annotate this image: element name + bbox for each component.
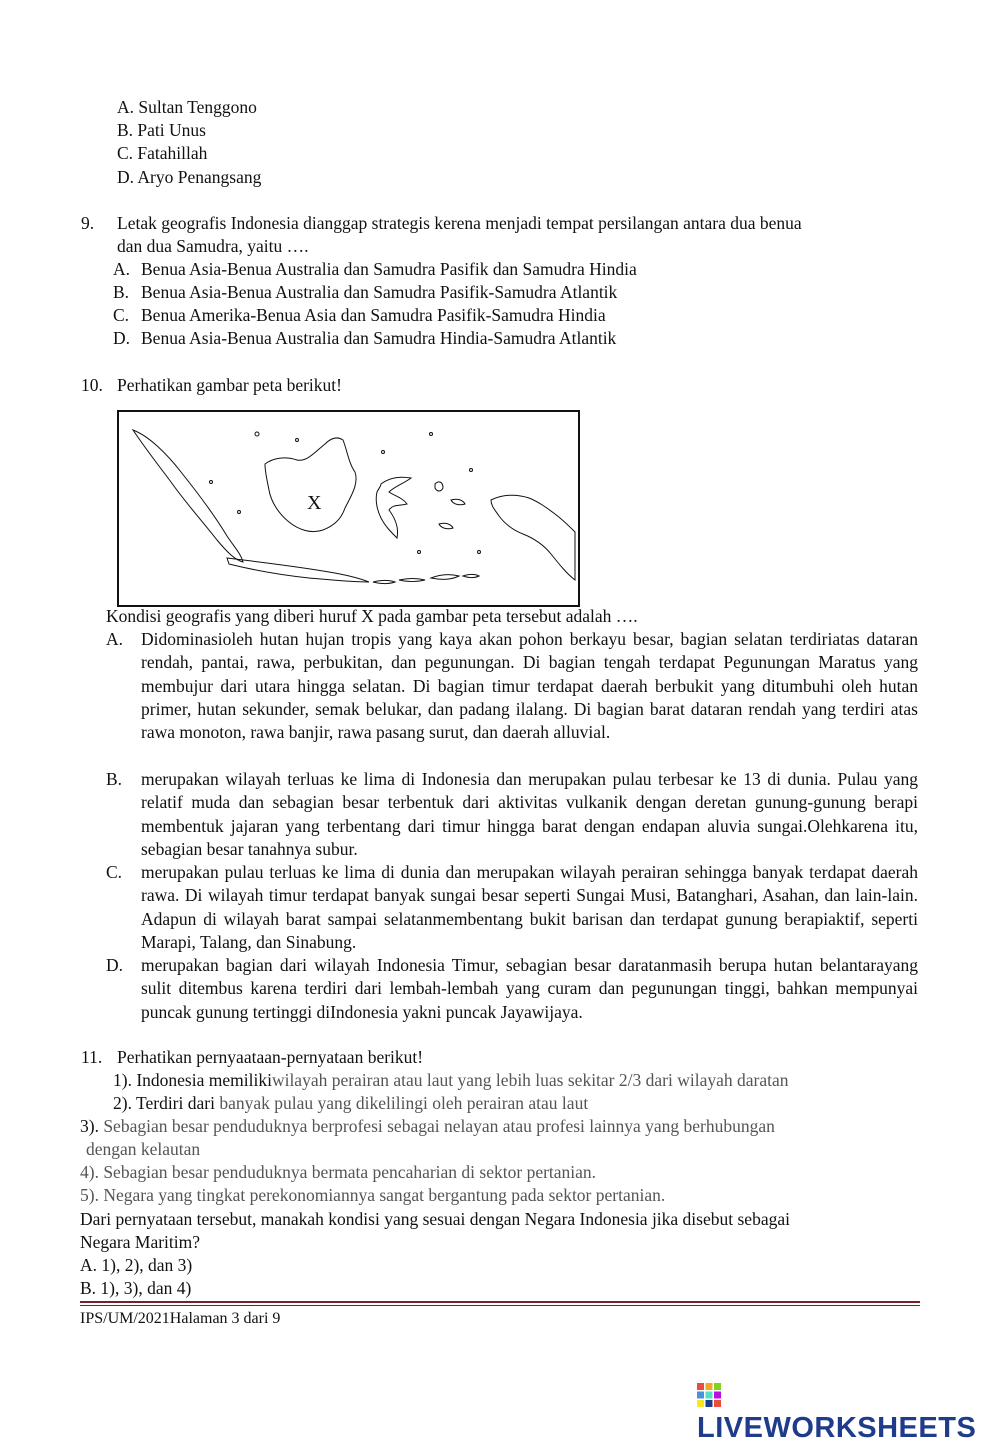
q11-statement-3-continuation: dengan kelautan <box>86 1139 201 1159</box>
q8-option-c: C. Fatahillah <box>117 143 208 163</box>
q9-stem-line2: dan dua Samudra, yaitu …. <box>117 236 309 256</box>
q9-option-c-text: Benua Amerika-Benua Asia dan Samudra Pasifik-Samudra Hindia <box>141 305 606 325</box>
q11-statement-1-part-b: wilayah perairan atau laut yang lebih luas sekitar 2/3 dari wilayah daratan <box>271 1070 789 1090</box>
q8-option-a: A. Sultan Tenggono <box>117 97 257 117</box>
q10-option-a-text: Didominasioleh hutan hujan tropis yang kaya akan pohon berkayu besar, bagian selatan terdiriatas dataran rendah, pantai, rawa, perbukitan, dan pegunungan. Di bagian tengah terdapat Pegunungan Maratus yang membujur dari utara hingga selatan. Di bagian timur terdapat daerah berbukit yang ditumbuhi oleh hutan primer, hutan sekunder, semak belukar, dan padang ilalang. Di bagian barat dataran rendah yang terdiri atas rawa monoton, rawa banjir, rawa pasang surut, dan daerah alluvial. <box>141 629 918 743</box>
footer-rule-thick <box>80 1301 920 1303</box>
q11-option-b: B. 1), 3), dan 4) <box>80 1278 192 1298</box>
q10-option-d-text: merupakan bagian dari wilayah Indonesia Timur, sebagian besar daratanmasih berupa hutan belantarayang sulit ditembus karena terdiri dari lembah-lembah yang curam dan pegunungan tinggi, bahkan mempunyai puncak gunung tertinggi diIndonesia yakni puncak Jayawijaya. <box>141 955 918 1022</box>
q9-number: 9. <box>81 213 95 233</box>
footer-rule-thin <box>80 1305 920 1306</box>
indonesia-map <box>117 410 580 607</box>
q11-statement-2 <box>113 1092 588 1115</box>
q11-statement-3-part-a: 3). <box>80 1116 104 1136</box>
q11-question-line1: Dari pernyataan tersebut, manakah kondisi yang sesuai dengan Negara Indonesia jika disebut sebagai <box>80 1209 790 1229</box>
q8-option-d: D. Aryo Penangsang <box>117 167 262 187</box>
q10-option-c-letter: C. <box>106 862 123 882</box>
q10-number: 10. <box>81 375 103 395</box>
q9-option-a-text: Benua Asia-Benua Australia dan Samudra Pasifik dan Samudra Hindia <box>141 259 637 279</box>
map-label-x: X <box>307 492 322 514</box>
q9-option-d-text: Benua Asia-Benua Australia dan Samudra Hindia-Samudra Atlantik <box>141 328 617 348</box>
q11-statement-4: 4). Sebagian besar penduduknya bermata pencaharian di sektor pertanian. <box>80 1162 597 1182</box>
q10-option-d-letter: D. <box>106 955 124 975</box>
liveworksheets-logo <box>697 1379 1000 1445</box>
liveworksheets-logo-text: LIVEWORKSHEETS <box>697 1412 977 1444</box>
q11-statement-2-part-a: 2). Terdiri dari <box>113 1093 220 1113</box>
q10-option-b-text: merupakan wilayah terluas ke lima di Indonesia dan merupakan pulau terbesar ke 13 di dunia. Pulau yang relatif muda dan sebagian besar terbentuk dari aktivitas vulkanik dengan deretan gunung-gunung berapi membentuk jajaran yang terbentang dari timur hingga barat dengan endapan aluvia sungai.Olehkarena itu, sebagian besar tanahnya subur. <box>141 769 918 859</box>
q9-option-a-letter: A. <box>113 259 131 279</box>
q11-question-line2: Negara Maritim? <box>80 1232 201 1252</box>
q11-statement-5: 5). Negara yang tingkat perekonomiannya sangat bergantung pada sektor pertanian. <box>80 1185 666 1205</box>
q10-question: Kondisi geografis yang diberi huruf X pada gambar peta tersebut adalah …. <box>106 606 638 626</box>
q9-option-d-letter: D. <box>113 328 131 348</box>
footer-page-info: IPS/UM/2021Halaman 3 dari 9 <box>80 1310 281 1327</box>
liveworksheets-logo-icon <box>697 1383 721 1407</box>
q11-stem: Perhatikan pernyaataan-pernyataan berikut! <box>117 1047 424 1067</box>
q10-option-b-letter: B. <box>106 769 123 789</box>
q10-option-c-text: merupakan pulau terluas ke lima di dunia dan merupakan wilayah perairan sehingga banyak terdapat daerah rawa. Di wilayah timur terdapat banyak sungai besar seperti Sungai Musi, Batanghari, Asahan, dan lain-lain. Adapun di wilayah barat sampai selatanmembentang bukit barisan dan terdapat gunung berapiaktif, seperti Marapi, Talang, dan Sinabung. <box>141 862 918 952</box>
q11-option-a: A. 1), 2), dan 3) <box>80 1255 193 1275</box>
indonesia-map-outline <box>119 412 578 605</box>
q9-option-c-letter: C. <box>113 305 130 325</box>
q11-statement-3-part-b: Sebagian besar penduduknya berprofesi sebagai nelayan atau profesi lainnya yang berhubungan <box>103 1116 775 1136</box>
q11-statement-1-part-a: 1). Indonesia memiliki <box>113 1070 272 1090</box>
q11-statement-3 <box>80 1115 775 1138</box>
q11-number: 11. <box>81 1047 103 1067</box>
q11-statement-1 <box>113 1069 788 1092</box>
q9-option-b-letter: B. <box>113 282 130 302</box>
q11-statement-2-part-b: banyak pulau yang dikelilingi oleh perairan atau laut <box>219 1093 589 1113</box>
q10-option-a-letter: A. <box>106 629 124 649</box>
q9-stem-line1: Letak geografis Indonesia dianggap strategis kerena menjadi tempat persilangan antara dua benua <box>117 213 802 233</box>
q8-option-b: B. Pati Unus <box>117 120 206 140</box>
q9-option-b-text: Benua Asia-Benua Australia dan Samudra Pasifik-Samudra Atlantik <box>141 282 618 302</box>
q10-stem: Perhatikan gambar peta berikut! <box>117 375 342 395</box>
